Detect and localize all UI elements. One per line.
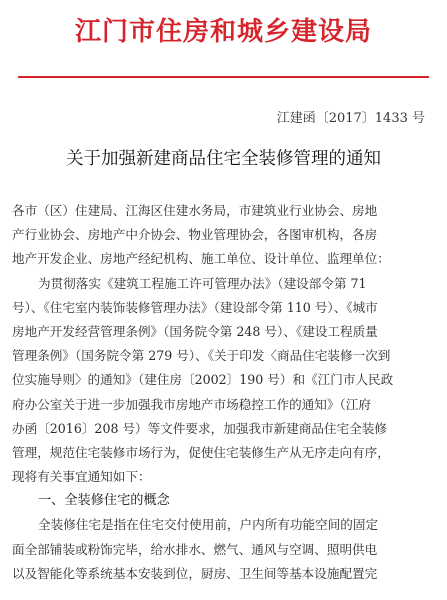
body-line: 面全部铺装或粉饰完毕，给水排水、燃气、通风与空调、照明供电 (12, 541, 378, 557)
body-line: 管理条例》（国务院令第 279 号）、《关于印发〈商品住宅装修一次到 (12, 348, 391, 364)
notice-title: 关于加强新建商品住宅全装修管理的通知 (66, 149, 381, 169)
notice-body (12, 199, 433, 586)
section-heading: 一、全装修住宅的概念 (38, 493, 170, 509)
body-line: 地产开发企业、房地产经纪机构、施工单位、设计单位、监理单位： (12, 251, 390, 267)
body-line: 位实施导则〉的通知》（建住房〔2002〕190 号）和《江门市人民政 (12, 372, 394, 388)
body-line: 办函〔2016〕208 号）等文件要求，加强我市新建商品住宅全装修 (12, 420, 387, 436)
letterhead-rule (18, 76, 429, 78)
body-line: 号）、《住宅室内装饰装修管理办法》（建设部令第 110 号）、《城市 (12, 299, 378, 315)
body-line: 房地产开发经营管理条例》（国务院令第 248 号）、《建设工程质量 (12, 323, 378, 339)
document-number: 江建函〔2017〕1433 号 (276, 111, 425, 126)
body-line: 为贯彻落实《建筑工程施工许可管理办法》（建设部令第 71 (38, 275, 367, 291)
body-line: 现将有关事宜通知如下： (12, 469, 151, 485)
body-line: 管理，规范住宅装修市场行为，促使住宅装修生产从无序走向有序， (12, 444, 390, 460)
body-line: 各市（区）住建局、江海区住建水务局，市建筑业行业协会、房地 (12, 203, 378, 218)
body-line: 府办公室关于进一步加强我市房地产市场稳控工作的通知》（江府 (12, 396, 371, 412)
body-line: 全装修住宅是指在住宅交付使用前，户内所有功能空间的固定 (38, 517, 379, 533)
agency-letterhead: 江门市住房和城乡建设局 (74, 17, 372, 47)
body-line: 产行业协会、房地产中介协会、物业管理协会，各图审机构，各房 (12, 227, 378, 243)
body-line: 以及智能化等系统基本安装到位，厨房、卫生间等基本设施配置完 (12, 565, 378, 581)
